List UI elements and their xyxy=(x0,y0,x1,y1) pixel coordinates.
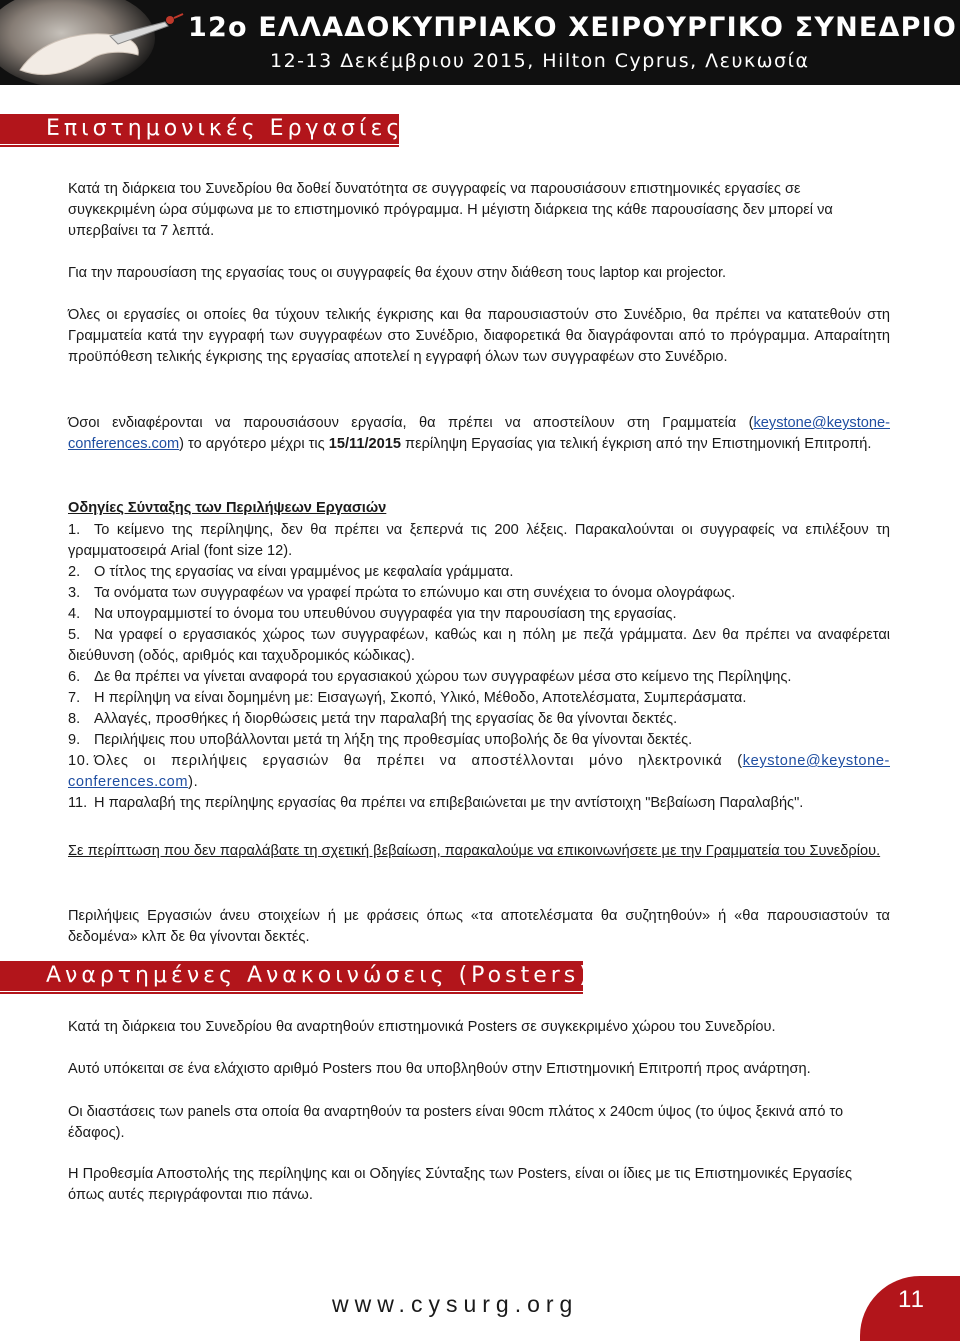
submission-text-end: περίληψη Εργασίας για τελική έγκριση από την Επιστημονική Επιτροπή. xyxy=(401,436,872,452)
item-number: 10. xyxy=(68,753,91,769)
section-heading-posters xyxy=(0,961,592,991)
rejection-note: Περιλήψεις Εργασιών άνευ στοιχείων ή με φράσεις όπως «τα αποτελέσματα θα συζητηθούν» ή «θα παρουσιαστούν τα δεδομένα» κλπ δε θα γίνονται δεκτές. xyxy=(68,908,890,945)
posters-paragraph-1: Κατά τη διάρκεια του Συνεδρίου θα αναρτηθούν επιστημονικά Posters σε συγκεκριμένο χώρου του Συνεδρίου. xyxy=(68,1019,776,1035)
list-item xyxy=(68,688,890,709)
list-item xyxy=(68,583,890,604)
item-number: 9. xyxy=(68,732,81,748)
posters-paragraph-2: Αυτό υπόκειται σε ένα ελάχιστο αριθμό Posters που θα υποβληθούν στην Επιστημονική Επιτροπή προς ανάρτηση. xyxy=(68,1061,811,1077)
item-text: Το κείμενο της περίληψης, δεν θα πρέπει να ξεπερνά τις 200 λέξεις. Παρακαλούνται οι συγγραφείς να επιλέξουν τη γραμματοσειρά Arial (font size 12). xyxy=(68,522,890,559)
item-number: 1. xyxy=(68,522,81,538)
laptop-projector-paragraph: Για την παρουσίαση της εργασίας τους οι συγγραφείς θα έχουν στην διάθεση τους laptop και projector. xyxy=(68,265,727,281)
submission-email-link[interactable]: keystone@keystone-conferences.com xyxy=(68,753,890,790)
list-item xyxy=(68,709,890,730)
posters-paragraph-4: Η Προθεσμία Αποστολής της περίληψης και οι Οδηγίες Σύνταξης των Posters, είναι οι ίδιες με τις Επιστημονικές Εργασίες όπως αυτές περιγράφονται πιο πάνω. xyxy=(68,1166,853,1203)
item-number: 2. xyxy=(68,564,81,580)
item-text-end: ). xyxy=(188,774,199,790)
item-text: Αλλαγές, προσθήκες ή διορθώσεις μετά την παραλαβή της εργασίας δε θα γίνονται δεκτές. xyxy=(94,711,678,727)
list-item xyxy=(68,604,890,625)
submission-text-middle: ) το αργότερο μέχρι τις xyxy=(179,436,329,452)
item-text: Δε θα πρέπει να γίνεται αναφορά του εργασιακού χώρου των συγγραφέων μέσα στο κείμενο της Περίληψης. xyxy=(94,669,792,685)
item-number: 3. xyxy=(68,585,81,601)
item-text: Η παραλαβή της περίληψης εργασίας θα πρέπει να επιβεβαιώνεται με την αντίστοιχη "Βεβαίωση Παραλαβής". xyxy=(94,795,804,811)
deadline-date: 15/11/2015 xyxy=(328,436,401,452)
item-number: 11. xyxy=(68,795,88,811)
intro-paragraph: Κατά τη διάρκεια του Συνεδρίου θα δοθεί δυνατότητα σε συγγραφείς να παρουσιάσουν επιστημονικές εργασίες σε συγκεκριμένη ώρα σύμφωνα με το επιστημονικό πρόγραμμα. Η μέγιστη διάρκεια της κάθε παρουσίασης δεν μπορεί να υπερβαίνει τα 7 λεπτά. xyxy=(68,181,833,239)
list-item xyxy=(68,562,890,583)
section-heading-text: Επιστημονικές Εργασίες xyxy=(46,116,404,141)
list-item xyxy=(68,730,890,751)
surgeon-hand-image xyxy=(0,0,185,85)
item-text: Όλες οι περιλήψεις εργασιών θα πρέπει να αποστέλλονται μόνο ηλεκτρονικά ( xyxy=(94,753,743,769)
posters-paragraph-3: Οι διαστάσεις των panels στα οποία θα αναρτηθούν τα posters είναι 90cm πλάτος x 240cm ύψος (το ύψος ξεκινά από το έδαφος). xyxy=(68,1104,844,1141)
page-number: 11 xyxy=(898,1286,925,1313)
secretariat-email-link[interactable]: keystone@keystone-conferences.com xyxy=(68,415,890,452)
item-number: 5. xyxy=(68,627,81,643)
conference-header xyxy=(0,0,960,85)
confirmation-note: Σε περίπτωση που δεν παραλάβατε τη σχετική βεβαίωση, παρακαλούμε να επικοινωνήσετε με την Γραμματεία του Συνεδρίου. xyxy=(68,843,881,859)
list-item xyxy=(68,625,890,667)
item-text: Περιλήψεις που υποβάλλονται μετά τη λήξη της προθεσμίας υποβολής δε θα γίνονται δεκτές. xyxy=(94,732,693,748)
list-item xyxy=(68,793,890,814)
section-heading-scientific-papers xyxy=(0,114,404,144)
item-number: 7. xyxy=(68,690,81,706)
conference-date-venue: 12-13 Δεκέμβριου 2015, Hilton Cyprus, Λευκωσία xyxy=(270,50,810,72)
submission-text-start: Όσοι ενδιαφέρονται να παρουσιάσουν εργασία, θα πρέπει να αποστείλουν στη Γραμματεία ( xyxy=(68,415,754,431)
guidelines-title: Οδηγίες Σύνταξης των Περιλήψεων Εργασιών xyxy=(68,500,387,516)
conference-title: 12ο ΕΛΛΑΔΟΚΥΠΡΙΑΚΟ ΧΕΙΡΟΥΡΓΙΚΟ ΣΥΝΕΔΡΙΟ xyxy=(188,12,958,43)
page-number-badge xyxy=(860,1276,960,1341)
item-text: Η περίληψη να είναι δομημένη με: Εισαγωγή, Σκοπό, Υλικό, Μέθοδο, Αποτελέσματα, Συμπεράσματα. xyxy=(94,690,747,706)
website-link[interactable]: www.cysurg.org xyxy=(332,1291,579,1317)
item-text: Ο τίτλος της εργασίας να είναι γραμμένος με κεφαλαία γράμματα. xyxy=(94,564,514,580)
item-number: 8. xyxy=(68,711,81,727)
item-number: 4. xyxy=(68,606,81,622)
item-text: Να υπογραμμιστεί το όνομα του υπευθύνου συγγραφέα για την παρουσίαση της εργασίας. xyxy=(94,606,677,622)
section-heading-text: Αναρτημένες Ανακοινώσεις (Posters) xyxy=(46,963,592,988)
item-text: Να γραφεί ο εργασιακός χώρος των συγγραφέων, καθώς και η πόλη με πεζά γράμματα. Δεν θα πρέπει να αναφέρεται διεύθυνση (οδός, αριθμός και ταχυδρομικός κώδικας). xyxy=(68,627,890,664)
list-item xyxy=(68,667,890,688)
divider xyxy=(0,992,583,994)
list-item xyxy=(68,520,890,562)
submission-paragraph xyxy=(68,413,890,455)
item-text: Τα ονόματα των συγγραφέων να γραφεί πρώτα το επώνυμο και στη συνέχεια το όνομα ολογράφως. xyxy=(94,585,736,601)
divider xyxy=(0,145,399,147)
item-number: 6. xyxy=(68,669,81,685)
guidelines-list xyxy=(68,520,890,814)
registration-requirement-paragraph: Όλες οι εργασίες οι οποίες θα τύχουν τελικής έγκρισης και θα παρουσιαστούν στο Συνέδριο, θα πρέπει να κατατεθούν στη Γραμματεία κατά την εγγραφή των συγγραφέων στο Συνέδριο, διαφορετικά θα διαγράφονται από το πρόγραμμα. Απαραίτητη προϋπόθεση τελικής έγκρισης της εργασίας αποτελεί η εγγραφή όλων των συγγραφέων στο Συνέδριο. xyxy=(68,307,890,365)
list-item xyxy=(68,751,890,793)
